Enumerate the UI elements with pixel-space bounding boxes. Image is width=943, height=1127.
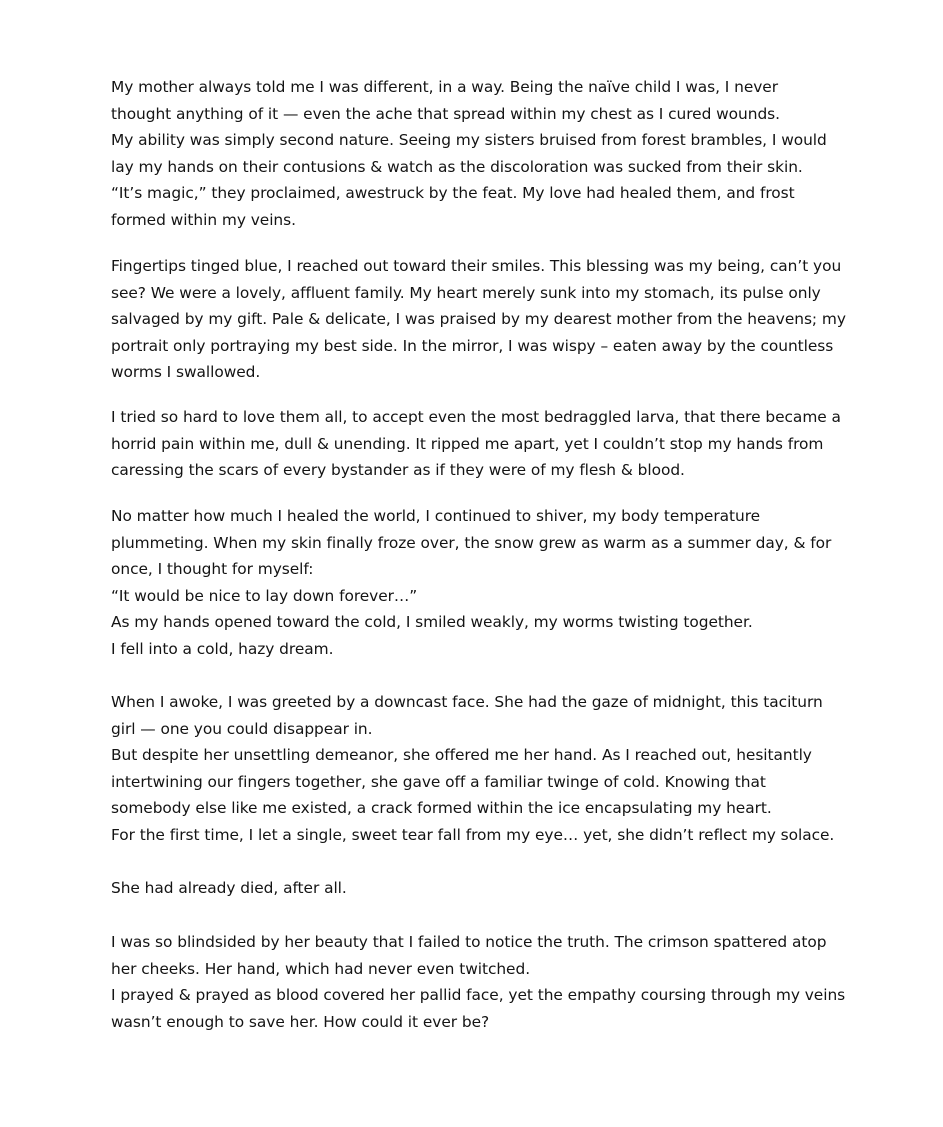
text-line: girl — one you could disappear in.	[111, 719, 373, 738]
text-line: wasn’t enough to save her. How could it ever be?	[111, 1012, 490, 1031]
text-line: “It’s magic,” they proclaimed, awestruck by the feat. My love had healed them, and frost	[111, 184, 795, 203]
paragraph-1	[111, 74, 871, 234]
text-line: I fell into a cold, hazy dream.	[111, 639, 334, 658]
text-line: Fingertips tinged blue, I reached out toward their smiles. This blessing was my being, can’t you	[111, 257, 842, 275]
text-line: plummeting. When my skin finally froze over, the snow grew as warm as a summer day, & for	[111, 533, 832, 552]
text-line: “It would be nice to lay down forever…”	[111, 586, 418, 605]
paragraph-4	[111, 503, 871, 663]
text-line: intertwining our fingers together, she gave off a familiar twinge of cold. Knowing that	[111, 772, 766, 791]
text-line: She had already died, after all.	[111, 879, 347, 897]
text-line: But despite her unsettling demeanor, she offered me her hand. As I reached out, hesitantly	[111, 746, 812, 765]
text-line: once, I thought for myself:	[111, 560, 314, 579]
text-line: formed within my veins.	[111, 210, 296, 229]
text-line: worms I swallowed.	[111, 363, 261, 382]
paragraph-3	[111, 404, 871, 484]
text-line: portrait only portraying my best side. In the mirror, I was wispy – eaten away by the countless	[111, 336, 834, 355]
text-line: her cheeks. Her hand, which had never even twitched.	[111, 959, 531, 978]
text-line: My mother always told me I was different, in a way. Being the naïve child I was, I never	[111, 78, 779, 96]
text-line: somebody else like me existed, a crack formed within the ice encapsulating my heart.	[111, 799, 772, 818]
text-line: salvaged by my gift. Pale & delicate, I was praised by my dearest mother from the heavens; my	[111, 310, 846, 329]
text-line: thought anything of it — even the ache that spread within my chest as I cured wounds.	[111, 104, 780, 123]
paragraph-5	[111, 689, 871, 849]
text-line: I prayed & prayed as blood covered her pallid face, yet the empathy coursing through my veins	[111, 986, 846, 1005]
paragraph-2	[111, 253, 871, 386]
text-line: My ability was simply second nature. Seeing my sisters bruised from forest brambles, I would	[111, 131, 827, 150]
text-line: When I awoke, I was greeted by a downcast face. She had the gaze of midnight, this taciturn	[111, 693, 823, 711]
text-line: I was so blindsided by her beauty that I failed to notice the truth. The crimson spattered atop	[111, 933, 827, 951]
text-line: No matter how much I healed the world, I continued to shiver, my body temperature	[111, 507, 761, 525]
paragraph-6	[111, 875, 871, 902]
text-line: caressing the scars of every bystander as if they were of my flesh & blood.	[111, 461, 685, 480]
text-line: see? We were a lovely, affluent family. My heart merely sunk into my stomach, its pulse only	[111, 283, 821, 302]
text-line: As my hands opened toward the cold, I smiled weakly, my worms twisting together.	[111, 613, 753, 632]
text-line: lay my hands on their contusions & watch as the discoloration was sucked from their skin.	[111, 157, 803, 176]
paragraph-7	[111, 929, 871, 1035]
text-line: horrid pain within me, dull & unending. It ripped me apart, yet I couldn’t stop my hands from	[111, 434, 824, 453]
text-line: I tried so hard to love them all, to accept even the most bedraggled larva, that there became a	[111, 408, 841, 426]
text-line: For the first time, I let a single, sweet tear fall from my eye… yet, she didn’t reflect my solace.	[111, 825, 835, 844]
